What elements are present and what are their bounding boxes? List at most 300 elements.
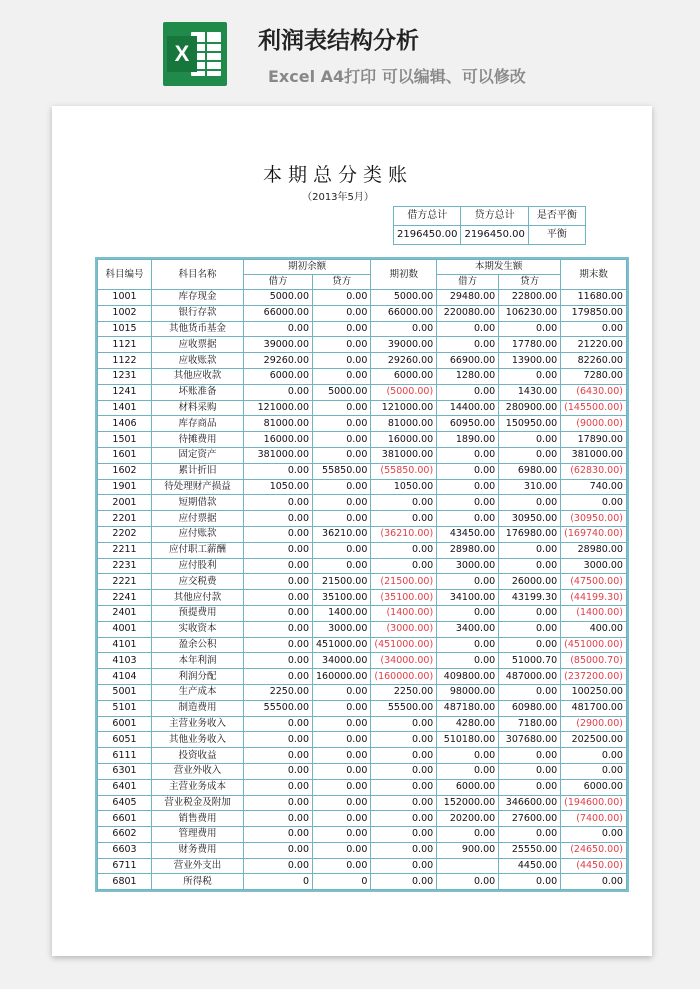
opening-debit: 0.00 [244, 763, 313, 779]
ledger-body [98, 290, 627, 890]
opening-balance: 66000.00 [371, 305, 437, 321]
table-row [98, 669, 627, 685]
account-code: 1501 [98, 432, 152, 448]
account-name: 其他货币基金 [152, 321, 244, 337]
opening-credit: 0.00 [313, 479, 371, 495]
page-subtitle: Excel A4打印 可以编辑、可以修改 [268, 67, 526, 86]
account-code: 1401 [98, 400, 152, 416]
closing-balance: (169740.00) [561, 526, 627, 542]
account-name: 其他应付款 [152, 590, 244, 606]
page-title: 利润表结构分析 [258, 28, 419, 54]
period-credit: 0.00 [499, 748, 561, 764]
account-code: 2241 [98, 590, 152, 606]
table-row [98, 874, 627, 890]
period-credit: 25550.00 [499, 842, 561, 858]
opening-debit: 0.00 [244, 590, 313, 606]
closing-balance: 481700.00 [561, 700, 627, 716]
table-row [98, 605, 627, 621]
opening-credit: 0.00 [313, 732, 371, 748]
period-debit: 1280.00 [437, 368, 499, 384]
period-credit: 0.00 [499, 779, 561, 795]
account-code: 2231 [98, 558, 152, 574]
table-row [98, 447, 627, 463]
period-debit: 0.00 [437, 479, 499, 495]
account-code: 4103 [98, 653, 152, 669]
opening-credit: 0.00 [313, 305, 371, 321]
account-name: 盈余公积 [152, 637, 244, 653]
period-credit: 13900.00 [499, 353, 561, 369]
table-row [98, 763, 627, 779]
period-credit: 0.00 [499, 368, 561, 384]
opening-balance: 29260.00 [371, 353, 437, 369]
closing-balance: 11680.00 [561, 290, 627, 306]
header-period-debit: 借方 [437, 275, 499, 290]
period-debit: 0.00 [437, 321, 499, 337]
account-code: 1241 [98, 384, 152, 400]
account-code: 2401 [98, 605, 152, 621]
period-credit: 0.00 [499, 605, 561, 621]
ledger-table [97, 259, 627, 890]
period-debit: 6000.00 [437, 779, 499, 795]
closing-balance: (6430.00) [561, 384, 627, 400]
closing-balance: (9000.00) [561, 416, 627, 432]
opening-debit: 0.00 [244, 842, 313, 858]
account-name: 其他业务收入 [152, 732, 244, 748]
opening-balance: 0.00 [371, 763, 437, 779]
table-row [98, 574, 627, 590]
opening-debit: 16000.00 [244, 432, 313, 448]
opening-credit: 0 [313, 874, 371, 890]
account-name: 投资收益 [152, 748, 244, 764]
period-credit: 27600.00 [499, 811, 561, 827]
table-row [98, 637, 627, 653]
opening-debit: 381000.00 [244, 447, 313, 463]
opening-debit: 0.00 [244, 748, 313, 764]
period-credit: 307680.00 [499, 732, 561, 748]
period-credit: 0.00 [499, 542, 561, 558]
opening-credit: 55850.00 [313, 463, 371, 479]
opening-credit: 0.00 [313, 684, 371, 700]
opening-debit: 5000.00 [244, 290, 313, 306]
opening-balance: (3000.00) [371, 621, 437, 637]
account-code: 1602 [98, 463, 152, 479]
opening-balance: (55850.00) [371, 463, 437, 479]
account-code: 1122 [98, 353, 152, 369]
period-debit: 34100.00 [437, 590, 499, 606]
closing-balance: 179850.00 [561, 305, 627, 321]
period-debit: 3400.00 [437, 621, 499, 637]
excel-x-letter: X [167, 36, 197, 72]
opening-balance: (5000.00) [371, 384, 437, 400]
opening-debit: 0.00 [244, 827, 313, 843]
table-row [98, 811, 627, 827]
closing-balance: 0.00 [561, 321, 627, 337]
period-credit: 0.00 [499, 621, 561, 637]
period-debit: 0.00 [437, 653, 499, 669]
opening-credit: 36210.00 [313, 526, 371, 542]
period-debit: 0.00 [437, 447, 499, 463]
period-credit: 106230.00 [499, 305, 561, 321]
account-code: 5001 [98, 684, 152, 700]
opening-balance: 0.00 [371, 732, 437, 748]
period-credit: 6980.00 [499, 463, 561, 479]
opening-debit: 0.00 [244, 321, 313, 337]
opening-credit: 0.00 [313, 748, 371, 764]
period-credit: 7180.00 [499, 716, 561, 732]
account-code: 4101 [98, 637, 152, 653]
period-credit: 0.00 [499, 558, 561, 574]
account-code: 6401 [98, 779, 152, 795]
opening-credit: 1400.00 [313, 605, 371, 621]
opening-debit: 1050.00 [244, 479, 313, 495]
period-debit: 409800.00 [437, 669, 499, 685]
opening-balance: 81000.00 [371, 416, 437, 432]
closing-balance: 28980.00 [561, 542, 627, 558]
opening-debit: 81000.00 [244, 416, 313, 432]
period-credit: 0.00 [499, 495, 561, 511]
opening-balance: 0.00 [371, 858, 437, 874]
period-debit: 152000.00 [437, 795, 499, 811]
account-code: 4104 [98, 669, 152, 685]
period-debit: 29480.00 [437, 290, 499, 306]
opening-balance: 55500.00 [371, 700, 437, 716]
period-debit: 28980.00 [437, 542, 499, 558]
opening-balance: (1400.00) [371, 605, 437, 621]
opening-debit: 0.00 [244, 858, 313, 874]
account-name: 固定资产 [152, 447, 244, 463]
period-debit: 0.00 [437, 574, 499, 590]
opening-debit: 0.00 [244, 526, 313, 542]
header-opening-credit: 贷方 [313, 275, 371, 290]
opening-balance: (36210.00) [371, 526, 437, 542]
closing-balance: (85000.70) [561, 653, 627, 669]
table-row [98, 558, 627, 574]
account-code: 1601 [98, 447, 152, 463]
account-name: 累计折旧 [152, 463, 244, 479]
period-credit: 0.00 [499, 763, 561, 779]
account-code: 2211 [98, 542, 152, 558]
account-name: 材料采购 [152, 400, 244, 416]
debit-total: 2196450.00 [394, 226, 461, 245]
opening-credit: 0.00 [313, 811, 371, 827]
opening-balance: (160000.00) [371, 669, 437, 685]
period-debit: 60950.00 [437, 416, 499, 432]
table-row [98, 684, 627, 700]
account-name: 应付票据 [152, 511, 244, 527]
opening-debit: 66000.00 [244, 305, 313, 321]
account-name: 应付职工薪酬 [152, 542, 244, 558]
account-name: 所得税 [152, 874, 244, 890]
table-row [98, 368, 627, 384]
period-credit: 4450.00 [499, 858, 561, 874]
account-code: 2221 [98, 574, 152, 590]
period-credit: 0.00 [499, 447, 561, 463]
opening-credit: 0.00 [313, 321, 371, 337]
table-row [98, 542, 627, 558]
table-row [98, 384, 627, 400]
table-row [98, 748, 627, 764]
table-row [98, 590, 627, 606]
table-row [98, 495, 627, 511]
opening-credit: 0.00 [313, 716, 371, 732]
header-code: 科目编号 [98, 260, 152, 290]
opening-credit: 0.00 [313, 763, 371, 779]
opening-balance: 5000.00 [371, 290, 437, 306]
account-name: 应交税费 [152, 574, 244, 590]
account-name: 待处理财产损益 [152, 479, 244, 495]
opening-balance: 0.00 [371, 495, 437, 511]
opening-debit: 0.00 [244, 795, 313, 811]
opening-balance: 6000.00 [371, 368, 437, 384]
account-code: 1121 [98, 337, 152, 353]
opening-debit: 0.00 [244, 716, 313, 732]
account-code: 2201 [98, 511, 152, 527]
closing-balance: 3000.00 [561, 558, 627, 574]
account-code: 6601 [98, 811, 152, 827]
table-row [98, 416, 627, 432]
closing-balance: 0.00 [561, 763, 627, 779]
opening-credit: 0.00 [313, 447, 371, 463]
opening-balance: 0.00 [371, 558, 437, 574]
account-code: 1406 [98, 416, 152, 432]
opening-credit: 0.00 [313, 700, 371, 716]
account-name: 应收票据 [152, 337, 244, 353]
opening-credit: 160000.00 [313, 669, 371, 685]
table-row [98, 621, 627, 637]
period-credit: 346600.00 [499, 795, 561, 811]
table-row [98, 716, 627, 732]
period-debit: 20200.00 [437, 811, 499, 827]
opening-debit: 0.00 [244, 384, 313, 400]
period-credit: 51000.70 [499, 653, 561, 669]
opening-credit: 0.00 [313, 511, 371, 527]
table-row [98, 463, 627, 479]
period-credit: 22800.00 [499, 290, 561, 306]
opening-credit: 21500.00 [313, 574, 371, 590]
period-credit: 60980.00 [499, 700, 561, 716]
account-name: 制造费用 [152, 700, 244, 716]
account-code: 2202 [98, 526, 152, 542]
closing-balance: 17890.00 [561, 432, 627, 448]
opening-debit: 6000.00 [244, 368, 313, 384]
period-debit: 98000.00 [437, 684, 499, 700]
opening-debit: 29260.00 [244, 353, 313, 369]
table-row [98, 858, 627, 874]
period-debit: 0.00 [437, 874, 499, 890]
closing-balance: (1400.00) [561, 605, 627, 621]
opening-credit: 34000.00 [313, 653, 371, 669]
period-debit: 0.00 [437, 637, 499, 653]
account-name: 短期借款 [152, 495, 244, 511]
opening-credit: 0.00 [313, 795, 371, 811]
account-code: 1901 [98, 479, 152, 495]
opening-debit: 0.00 [244, 732, 313, 748]
summary-header-cell: 是否平衡 [528, 207, 585, 226]
table-row [98, 337, 627, 353]
account-name: 应付股利 [152, 558, 244, 574]
period-debit: 0.00 [437, 605, 499, 621]
opening-balance: 0.00 [371, 542, 437, 558]
table-row [98, 479, 627, 495]
account-name: 财务费用 [152, 842, 244, 858]
closing-balance: 400.00 [561, 621, 627, 637]
opening-balance: 16000.00 [371, 432, 437, 448]
balance-status: 平衡 [528, 226, 585, 245]
period-credit: 0.00 [499, 827, 561, 843]
period-debit: 1890.00 [437, 432, 499, 448]
period-credit: 43199.30 [499, 590, 561, 606]
account-name: 销售费用 [152, 811, 244, 827]
opening-balance: 39000.00 [371, 337, 437, 353]
table-row [98, 795, 627, 811]
summary-header-row [394, 207, 586, 226]
header [0, 0, 700, 100]
table-row [98, 779, 627, 795]
opening-debit: 0.00 [244, 811, 313, 827]
opening-credit: 0.00 [313, 842, 371, 858]
opening-debit: 0 [244, 874, 313, 890]
period-debit: 0.00 [437, 495, 499, 511]
period-debit: 900.00 [437, 842, 499, 858]
opening-debit: 0.00 [244, 511, 313, 527]
opening-balance: 0.00 [371, 779, 437, 795]
account-name: 应收账款 [152, 353, 244, 369]
account-name: 库存现金 [152, 290, 244, 306]
account-name: 其他应收款 [152, 368, 244, 384]
period-debit: 0.00 [437, 748, 499, 764]
opening-debit: 0.00 [244, 463, 313, 479]
account-name: 生产成本 [152, 684, 244, 700]
closing-balance: 100250.00 [561, 684, 627, 700]
header-name: 科目名称 [152, 260, 244, 290]
closing-balance: (145500.00) [561, 400, 627, 416]
header-opening: 期初数 [371, 260, 437, 290]
account-name: 管理费用 [152, 827, 244, 843]
account-code: 1002 [98, 305, 152, 321]
period-credit: 0.00 [499, 874, 561, 890]
period-credit: 150950.00 [499, 416, 561, 432]
period-credit: 26000.00 [499, 574, 561, 590]
opening-debit: 0.00 [244, 621, 313, 637]
account-name: 营业外收入 [152, 763, 244, 779]
account-name: 应付账款 [152, 526, 244, 542]
account-code: 1231 [98, 368, 152, 384]
account-code: 6801 [98, 874, 152, 890]
header-period-credit: 贷方 [499, 275, 561, 290]
summary-header-cell: 贷方总计 [461, 207, 528, 226]
opening-balance: 1050.00 [371, 479, 437, 495]
account-code: 6111 [98, 748, 152, 764]
table-row [98, 400, 627, 416]
account-code: 6301 [98, 763, 152, 779]
opening-credit: 5000.00 [313, 384, 371, 400]
opening-balance: (34000.00) [371, 653, 437, 669]
period-debit: 43450.00 [437, 526, 499, 542]
account-code: 5101 [98, 700, 152, 716]
period-debit: 220080.00 [437, 305, 499, 321]
period-credit: 30950.00 [499, 511, 561, 527]
table-row [98, 526, 627, 542]
period-credit: 17780.00 [499, 337, 561, 353]
closing-balance: 0.00 [561, 874, 627, 890]
opening-debit: 0.00 [244, 669, 313, 685]
opening-balance: 0.00 [371, 511, 437, 527]
table-row [98, 305, 627, 321]
period-credit: 0.00 [499, 432, 561, 448]
account-code: 6405 [98, 795, 152, 811]
closing-balance: (62830.00) [561, 463, 627, 479]
opening-credit: 0.00 [313, 400, 371, 416]
table-row [98, 700, 627, 716]
table-row [98, 842, 627, 858]
header-closing: 期末数 [561, 260, 627, 290]
period-credit: 0.00 [499, 637, 561, 653]
closing-balance: (24650.00) [561, 842, 627, 858]
opening-credit: 0.00 [313, 290, 371, 306]
opening-credit: 0.00 [313, 432, 371, 448]
opening-balance: (21500.00) [371, 574, 437, 590]
period-debit: 510180.00 [437, 732, 499, 748]
account-name: 营业外支出 [152, 858, 244, 874]
account-code: 6711 [98, 858, 152, 874]
period-debit: 14400.00 [437, 400, 499, 416]
closing-balance: (194600.00) [561, 795, 627, 811]
header-opening-balance: 期初余额 [244, 260, 371, 275]
opening-balance: 0.00 [371, 321, 437, 337]
opening-balance: 2250.00 [371, 684, 437, 700]
period-debit: 0.00 [437, 384, 499, 400]
period-debit: 66900.00 [437, 353, 499, 369]
period-credit: 310.00 [499, 479, 561, 495]
account-code: 4001 [98, 621, 152, 637]
opening-debit: 0.00 [244, 779, 313, 795]
opening-credit: 0.00 [313, 558, 371, 574]
opening-debit: 0.00 [244, 605, 313, 621]
opening-debit: 0.00 [244, 653, 313, 669]
period-debit: 0.00 [437, 511, 499, 527]
opening-credit: 0.00 [313, 337, 371, 353]
account-name: 待摊费用 [152, 432, 244, 448]
closing-balance: (237200.00) [561, 669, 627, 685]
account-name: 本年利润 [152, 653, 244, 669]
opening-credit: 0.00 [313, 353, 371, 369]
table-row [98, 732, 627, 748]
closing-balance: 6000.00 [561, 779, 627, 795]
header-period-amount: 本期发生额 [437, 260, 561, 275]
period-debit: 0.00 [437, 827, 499, 843]
account-name: 主营业务成本 [152, 779, 244, 795]
closing-balance: 21220.00 [561, 337, 627, 353]
opening-debit: 39000.00 [244, 337, 313, 353]
ledger-header-row [98, 260, 627, 275]
account-name: 营业税金及附加 [152, 795, 244, 811]
summary-value-row [394, 226, 586, 245]
opening-debit: 0.00 [244, 558, 313, 574]
opening-balance: 0.00 [371, 827, 437, 843]
opening-credit: 451000.00 [313, 637, 371, 653]
period-debit: 0.00 [437, 763, 499, 779]
opening-balance: 121000.00 [371, 400, 437, 416]
table-row [98, 353, 627, 369]
closing-balance: 0.00 [561, 748, 627, 764]
period-debit [437, 858, 499, 874]
opening-credit: 3000.00 [313, 621, 371, 637]
excel-logo-icon [163, 22, 227, 86]
table-row [98, 321, 627, 337]
opening-credit: 0.00 [313, 542, 371, 558]
opening-credit: 0.00 [313, 827, 371, 843]
table-row [98, 290, 627, 306]
